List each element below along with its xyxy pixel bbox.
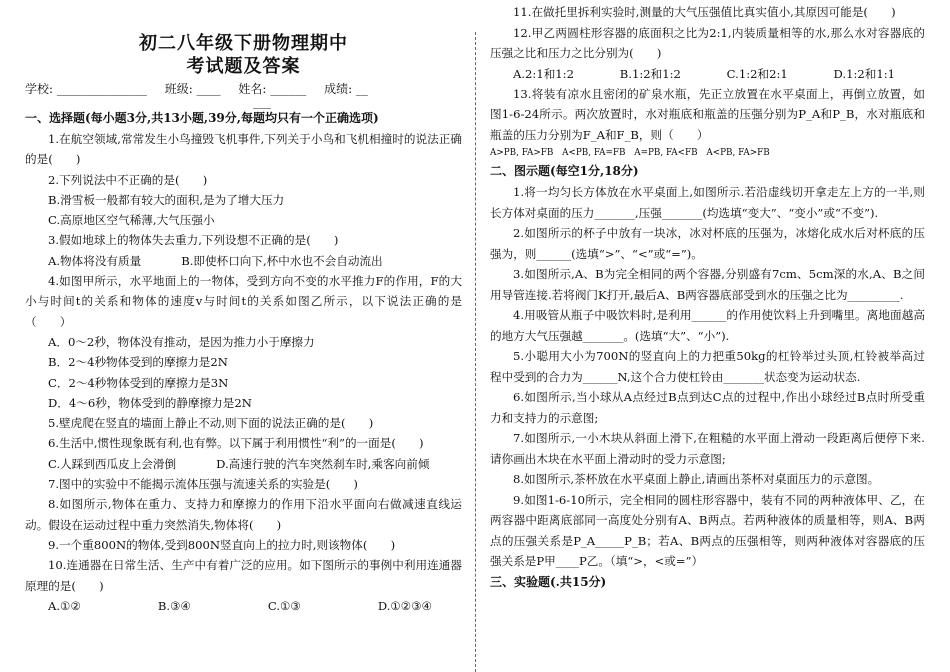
question-12-options xyxy=(490,64,925,84)
name-field: 姓名: ______ xyxy=(238,82,307,96)
question-12-option-a: A.2:1和1:2 xyxy=(513,66,574,81)
question-4-option-c: C．2～4秒物体受到的摩擦力是3N xyxy=(48,375,229,390)
question-3-option-b: B.即使杯口向下,杯中水也不会自动流出 xyxy=(181,253,383,268)
question-6-option-c: C.人踩到西瓜皮上会滑倒 xyxy=(48,456,177,471)
question-3-options xyxy=(25,251,462,271)
question-6-options xyxy=(25,454,462,474)
page-title-line1: 初二八年级下册物理期中 xyxy=(139,33,348,54)
left-column xyxy=(25,0,462,616)
question-3-option-a: A.物体将没有质量 xyxy=(48,253,142,268)
section-heading-experiment: 三、实验题(.共15分) xyxy=(490,574,607,589)
column-divider xyxy=(475,32,476,672)
section-heading-choice: 一、选择题(每小题3分,共13小题,39分,每题均只有一个正确选项) xyxy=(25,111,379,125)
question-7: 7.图中的实验中不能揭示流体压强与流速关系的实验是( ) xyxy=(48,477,358,492)
question-13-options: A>PB, FA>FB A<PB, FA=FB A=PB, FA<FB A<PB, FA>FB xyxy=(490,148,770,159)
student-info-line xyxy=(25,82,462,96)
question-12-option-b: B.1:2和1:2 xyxy=(619,66,681,81)
section-heading-diagram: 二、图示题(每空1分,18分) xyxy=(490,164,639,179)
question-6-option-d: D.高速行驶的汽车突然刹车时,乘客向前倾 xyxy=(216,456,430,471)
score-field-tail: ___ xyxy=(253,95,271,109)
question-12-option-d: D.1:2和1:1 xyxy=(833,66,895,81)
question-12-option-c: C.1:2和2:1 xyxy=(726,66,788,81)
class-field: 班级: ____ xyxy=(164,82,221,96)
score-field: 成绩: __ xyxy=(324,82,368,96)
question-9: 9.一个重800N的物体,受到800N竖直向上的拉力时,则该物体( ) xyxy=(48,537,396,552)
question-4: 4.如图甲所示，水平地面上的一物体，受到方向不变的水平推力F的作用，F的大小与时间t的关系和物体的速度v与时间t的关系如图乙所示，以下说法正确的是（ ） xyxy=(25,274,462,329)
question-3: 3.假如地球上的物体失去重力,下列设想不正确的是( ) xyxy=(48,233,339,248)
question-2: 2.下列说法中不正确的是( ) xyxy=(48,172,208,187)
question-2-option-b: B.滑雪板一般都有较大的面积,是为了增大压力 xyxy=(48,192,285,207)
question-10-option-c: C.①③ xyxy=(267,598,301,613)
question-8: 8.如图所示,物体在重力、支持力和摩擦力的作用下沿水平面向右做减速直线运动。假设在运动过程中重力突然消失,物体将( ) xyxy=(25,497,462,532)
question-5: 5.壁虎爬在竖直的墙面上静止不动,则下面的说法正确的是( ) xyxy=(48,416,374,431)
question-4-option-b: B．2～4秒物体受到的摩擦力是2N xyxy=(48,355,228,370)
fill-question-2: 2.如图所示的杯子中放有一块冰，冰对杯底的压强为，冰熔化成水后对杯底的压强为，则______(选填“>”、“<”或“=”)。 xyxy=(490,226,925,261)
question-2-option-c: C.高原地区空气稀薄,大气压强小 xyxy=(48,213,215,228)
question-10-options xyxy=(25,596,462,616)
question-10-option-d: D.①②③④ xyxy=(377,598,432,613)
fill-question-6: 6.如图所示,当小球从A点经过B点到达C点的过程中,作出小球经过B点时所受重力和支持力的示意图; xyxy=(490,390,925,425)
fill-question-1: 1.将一均匀长方体放在水平桌面上,如图所示.若沿虚线切开拿走左上方的一半,则长方体对桌面的压力_______,压强_______(均选填“变大”、“变小”或“不变”). xyxy=(490,185,925,220)
question-11: 11.在做托里拆利实验时,测量的大气压强值比真实值小,其原因可能是( ) xyxy=(513,5,896,19)
question-6: 6.生活中,惯性现象既有利,也有弊。以下属于利用惯性“利”的一面是( ) xyxy=(48,436,424,451)
question-10-option-b: B.③④ xyxy=(157,598,191,613)
question-10: 10.连通器在日常生活、生产中有着广泛的应用。如下图所示的事例中利用连通器原理的是( ) xyxy=(25,558,462,593)
school-field: 学校: _______________ xyxy=(25,82,147,96)
page-title-line2: 考试题及答案 xyxy=(186,56,301,77)
question-1: 1.在航空领域,常常发生小鸟撞毁飞机事件,下列关于小鸟和飞机相撞时的说法正确的是( ) xyxy=(25,132,462,167)
question-13: 13.将装有凉水且密闭的矿泉水瓶，先正立放置在水平桌面上，再倒立放置，如图1-6-24所示。两次放置时，水对瓶底和瓶盖的压强分别为P_A和P_B，水对瓶底和瓶盖的压力分别为F_A和F_B，则（ ） xyxy=(490,86,925,142)
question-12: 12.甲乙两圆柱形容器的底面积之比为2:1,内装质量相等的水,那么水对容器底的压强之比和压力之比分别为( ) xyxy=(490,25,925,60)
fill-question-8: 8.如图所示,茶杯放在水平桌面上静止,请画出茶杯对桌面压力的示意图。 xyxy=(513,472,880,487)
fill-question-4: 4.用吸管从瓶子中吸饮料时,是利用______的作用使饮料上升到嘴里。离地面越高的地方大气压强越_______。(选填“大”、“小”). xyxy=(490,308,925,343)
fill-question-9: 9.如图1-6-10所示，完全相同的圆柱形容器中，装有不同的两种液体甲、乙，在两容器中距离底部同一高度处分别有A、B两点。若两种液体的质量相等，则A、B两点的压强关系是P_A_____P_B；若A、B两点的压强相等，则两种液体对容器底的压强关系是P甲____P乙。（填“>，<或=”） xyxy=(490,492,925,569)
fill-question-3: 3.如图所示,A、B为完全相同的两个容器,分别盛有7cm、5cm深的水,A、B之间用导管连接.若将阀门K打开,最后A、B两容器底部受到水的压强之比为_________. xyxy=(490,267,925,302)
right-column xyxy=(490,0,925,593)
fill-question-5: 5.小聪用大小为700N的竖直向上的力把重50kg的杠铃举过头顶,杠铃被举高过程中受到的合力为______N,这个合力使杠铃由_______状态变为运动状态. xyxy=(490,349,925,384)
question-10-option-a: A.①② xyxy=(48,598,81,613)
question-4-option-a: A．0～2秒，物体没有推动，是因为推力小于摩擦力 xyxy=(48,334,315,349)
question-4-option-d: D．4～6秒，物体受到的静摩擦力是2N xyxy=(48,395,252,410)
fill-question-7: 7.如图所示,一小木块从斜面上滑下,在粗糙的水平面上滑动一段距离后便停下来.请你画出木块在水平面上滑动时的受力示意图; xyxy=(490,431,925,466)
